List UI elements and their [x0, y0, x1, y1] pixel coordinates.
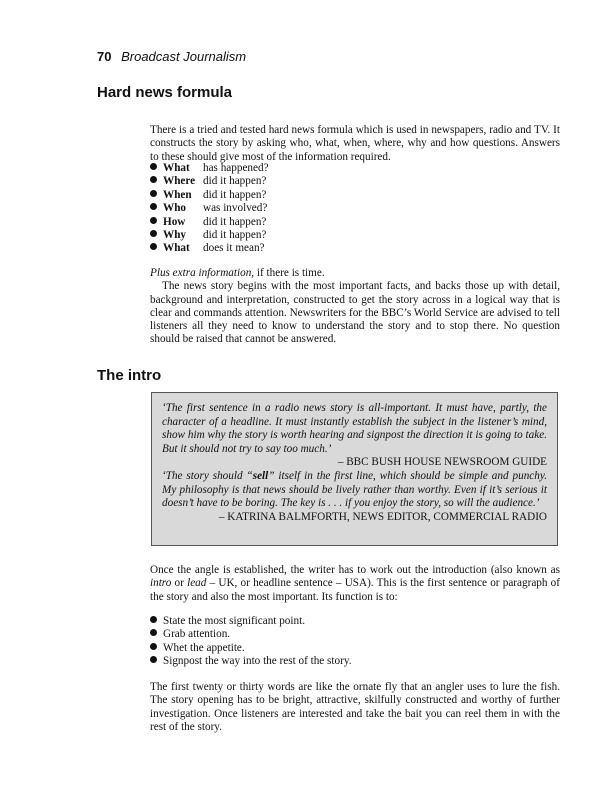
list-item: Where did it happen?	[150, 175, 560, 188]
list-item: Grab attention.	[150, 628, 560, 641]
bullet-icon	[150, 629, 157, 636]
fly-paragraph-block	[150, 681, 560, 734]
list-item: What has happened?	[150, 162, 560, 175]
section-hard-news-body	[150, 124, 560, 164]
question-list	[150, 162, 560, 256]
section-heading-hard-news: Hard news formula	[97, 84, 233, 101]
bbc-attribution: – BBC BUSH HOUSE NEWSROOM GUIDE	[337, 456, 547, 469]
list-item: When did it happen?	[150, 189, 560, 202]
question-list-block	[150, 162, 560, 256]
angle-paragraph: Once the angle is established, the writer has to work out the introduction (also known as intro or lead – UK, or headline sentence – USA). This is the first sentence or paragraph of the story and also the most important. Its function is to:	[150, 564, 560, 603]
list-item: Why did it happen?	[150, 229, 560, 242]
intro-paragraph: There is a tried and tested hard news formula which is used in newspapers, radio and TV. It constructs the story by asking who, what, when, where, why and how questions. Answers to these should give most of the information required.	[150, 124, 560, 163]
running-header	[97, 49, 246, 64]
bullet-icon	[150, 643, 157, 650]
news-story-paragraph: The news story begins with the most important facts, and backs those up with detail, background and interpretation, constructed to get the story across in a logical way that is clear and commands attention. Newswriters for the BBC’s World Service are advised to tell listeners all they need to know to understand the story and to stop there. No question should be raised that cannot be answered.	[150, 280, 560, 346]
bullet-icon	[150, 243, 157, 250]
bullet-icon	[150, 230, 157, 237]
list-item: State the most significant point.	[150, 615, 560, 628]
bullet-icon	[150, 656, 157, 663]
function-list	[150, 615, 560, 669]
list-item: How did it happen?	[150, 216, 560, 229]
bbc-quote: ‘The first sentence in a radio news story is all-important. It must have, partly, the character of a headline. It must instantly establish the subject in the listener’s mind, show him why the story is worth hearing and signpost the direction it is going to take. But it should not try to say too much.’	[162, 402, 547, 455]
bullet-icon	[150, 203, 157, 210]
angle-paragraph-block	[150, 564, 560, 604]
list-item: Who was involved?	[150, 202, 560, 215]
extra-info-block	[150, 267, 560, 347]
function-list-block	[150, 615, 560, 669]
bullet-icon	[150, 176, 157, 183]
book-title: Broadcast Journalism	[121, 49, 247, 64]
balmforth-attribution: – KATRINA BALMFORTH, NEWS EDITOR, COMMERCIAL RADIO	[218, 510, 547, 523]
section-heading-intro: The intro	[97, 367, 162, 384]
page-number: 70	[97, 49, 112, 64]
bullet-icon	[150, 163, 157, 170]
bullet-icon	[150, 190, 157, 197]
quote-box	[151, 392, 558, 546]
bullet-icon	[150, 616, 157, 623]
extra-info-line: Plus extra information, if there is time.	[150, 267, 325, 279]
fly-paragraph: The first twenty or thirty words are like the ornate fly that an angler uses to lure the fish. The story opening has to be bright, attractive, skilfully constructed and worthy of further investigation. Once listeners are interested and take the bait you can reel them in with the rest of the story.	[150, 681, 560, 733]
list-item: What does it mean?	[150, 242, 560, 255]
list-item: Whet the appetite.	[150, 642, 560, 655]
balmforth-quote: ‘The story should “sell” itself in the first line, which should be simple and punchy. My philosophy is that news should be lively rather than worthy. Even if it’s serious it doesn’t have to be boring. The key is . . . if you enjoy the story, so will the audience.’	[162, 469, 547, 510]
list-item: Signpost the way into the rest of the story.	[150, 655, 560, 668]
bullet-icon	[150, 217, 157, 224]
